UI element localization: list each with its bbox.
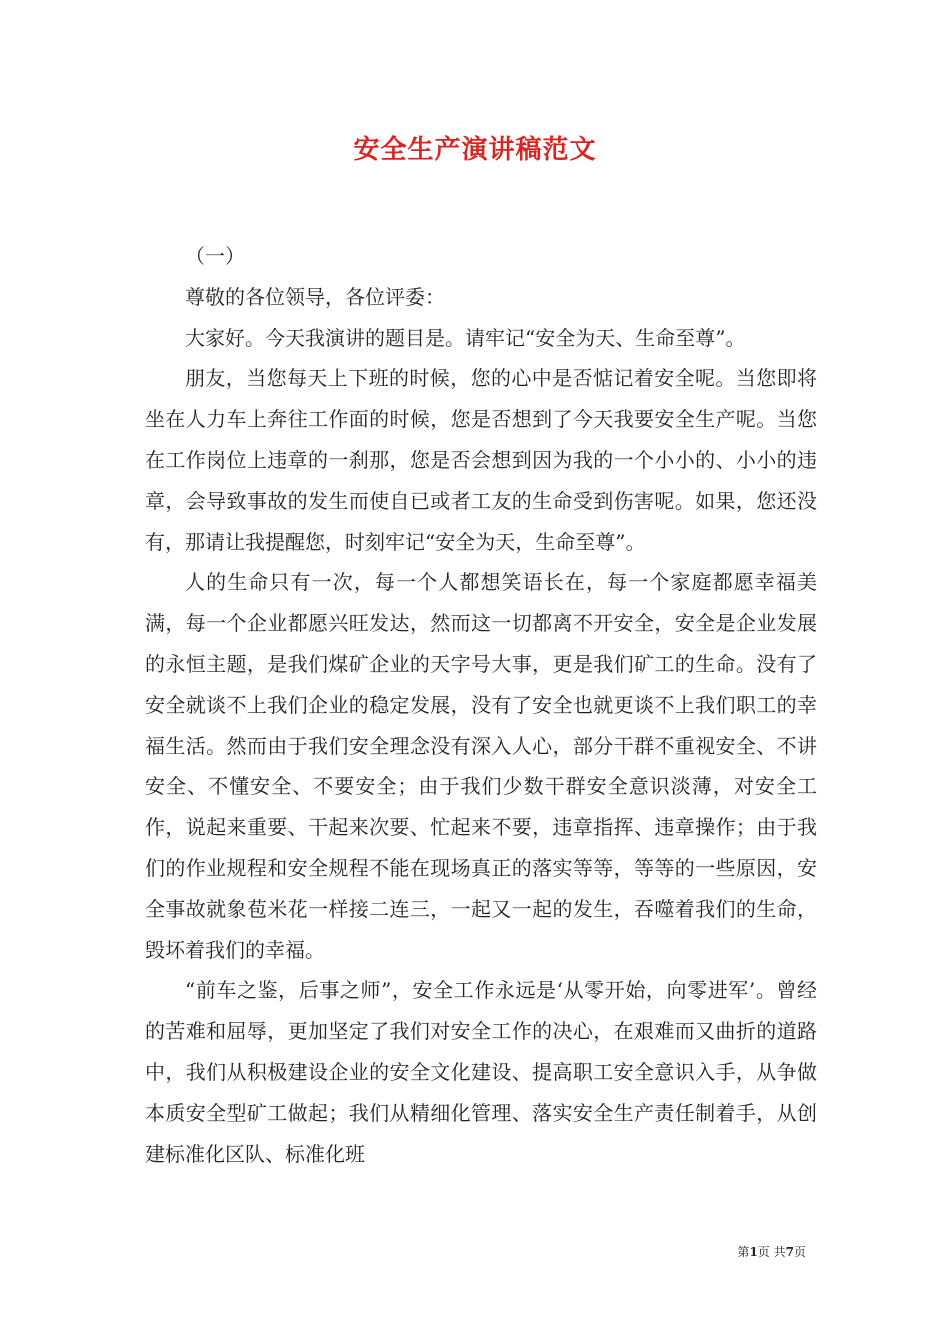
paragraph-friends: 朋友，当您每天上下班的时候，您的心中是否惦记着安全呢。当您即将坐在人力车上奔往工作面的时候，您是否想到了今天我要安全生产呢。当您在工作岗位上违章的一刹那，您是否会想到因为我的一个小小的、小小的违章，会导致事故的发生而使自已或者工友的生命受到伤害呢。如果，您还没有，那请让我提醒您，时刻牢记“安全为天，生命至尊”。 [145, 366, 817, 554]
footer-prefix: 第 [737, 1245, 750, 1259]
paragraph-section-number: （一） [185, 244, 245, 268]
paragraph-salutation: 尊敬的各位领导，各位评委： [185, 284, 445, 309]
paragraph-lessons: “前车之鉴，后事之师”，安全工作永远是‘从零开始，向零进军’。曾经的苦难和屈辱，更加坚定了我们对安全工作的决心，在艰难而又曲折的道路中，我们从积极建设企业的安全文化建设、提高职工安全意识入手，从争做本质安全型矿工做起；我们从精细化管理、落实安全生产责任制着手，从创建标准化区队、标准化班 [145, 978, 817, 1166]
paragraph-greeting: 大家好。今天我演讲的题目是。请牢记“安全为天、生命至尊”。 [185, 325, 746, 350]
paragraph-life: 人的生命只有一次，每一个人都想笑语长在，每一个家庭都愿幸福美满，每一个企业都愿兴旺发达，然而这一切都离不开安全，安全是企业发展的永恒主题，是我们煤矿企业的天字号大事，更是我们矿工的生命。没有了安全就谈不上我们企业的稳定发展，没有了安全也就更谈不上我们职工的幸福生活。然而由于我们安全理念没有深入人心，部分干群不重视安全、不讲安全、不懂安全、不要安全；由于我们少数干群安全意识淡薄，对安全工作，说起来重要、干起来次要、忙起来不要，违章指挥、违章操作；由于我们的作业规程和安全规程不能在现场真正的落实等等，等等的一些原因，安全事故就象苞米花一样接二连三，一起又一起的发生，吞噬着我们的生命，毁坏着我们的幸福。 [145, 570, 817, 962]
page-number-footer [737, 1243, 806, 1261]
document-body [145, 236, 817, 1174]
footer-middle: 页 共 [757, 1245, 786, 1259]
document-title: 安全生产演讲稿范文 [353, 135, 597, 165]
footer-suffix: 页 [793, 1245, 806, 1259]
footer-total-pages: 7 [785, 1245, 794, 1259]
footer-current-page: 1 [749, 1245, 758, 1259]
